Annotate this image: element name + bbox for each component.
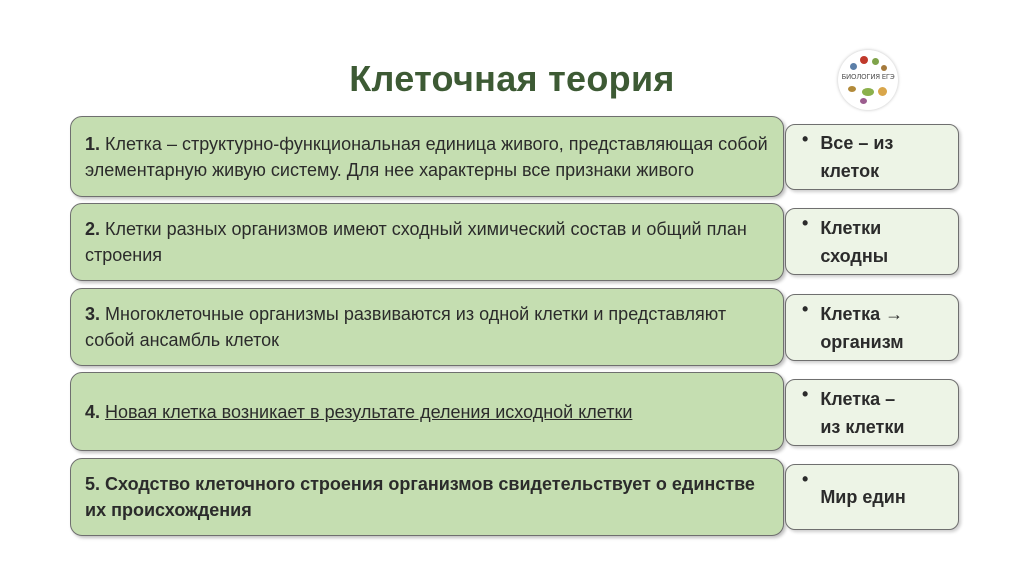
statement-box — [70, 372, 784, 451]
page-title: Клеточная теория — [349, 58, 675, 99]
biology-ege-logo — [838, 50, 898, 110]
summary-box — [785, 464, 959, 530]
logo-decoration — [850, 63, 857, 70]
statement-box — [70, 116, 784, 197]
bullet: • — [802, 469, 809, 489]
statement-text — [85, 131, 769, 183]
statement-text — [85, 471, 769, 523]
statement-body: Клетка – структурно-функциональная единица живого, представляющая собой элементарную живую систему. Для нее характерны все признаки живого — [85, 133, 768, 180]
logo-text: БИОЛОГИЯ ЕГЭ — [841, 73, 895, 81]
logo-decoration — [872, 58, 879, 65]
statement-number: 3. — [85, 304, 101, 324]
statement-number: 4. — [85, 401, 101, 422]
summary-text: Все – из клеток — [820, 133, 894, 181]
bullet: • — [802, 299, 809, 319]
statement-box — [70, 458, 784, 536]
summary-box — [785, 294, 959, 361]
bullet: • — [802, 129, 809, 149]
statement-body: Многоклеточные организмы развиваются из одной клетки и представляют собой ансамбль клеток — [85, 304, 727, 350]
logo-decoration — [848, 86, 856, 92]
summary-box — [785, 124, 959, 190]
bullet: • — [802, 384, 809, 404]
logo-decoration — [878, 87, 887, 96]
statement-box — [70, 203, 784, 281]
statement-number: 5. — [85, 474, 101, 494]
summary-box — [785, 379, 959, 446]
bullet: • — [802, 213, 809, 233]
summary-text: Клетки сходны — [820, 217, 889, 266]
statement-body: Сходство клеточного строения организмов свидетельствует о единстве их происхождения — [85, 474, 755, 520]
logo-decoration — [860, 56, 868, 64]
logo-decoration — [860, 98, 867, 104]
summary-text: Клетка → организм — [820, 303, 904, 352]
statement-number: 1. — [85, 133, 101, 154]
statement-box — [70, 288, 784, 366]
statement-text — [85, 216, 769, 268]
logo-decoration — [862, 88, 874, 96]
summary-text: Клетка – из клетки — [820, 388, 905, 437]
summary-text: Мир един — [820, 487, 906, 507]
statement-text — [85, 301, 769, 353]
statement-body: Новая клетка возникает в результате деления исходной клетки — [105, 401, 633, 422]
statement-text — [85, 399, 769, 425]
statement-body: Клетки разных организмов имеют сходный химический состав и общий план строения — [85, 219, 747, 265]
statement-number: 2. — [85, 219, 101, 239]
logo-decoration — [881, 65, 887, 71]
summary-box — [785, 208, 959, 275]
